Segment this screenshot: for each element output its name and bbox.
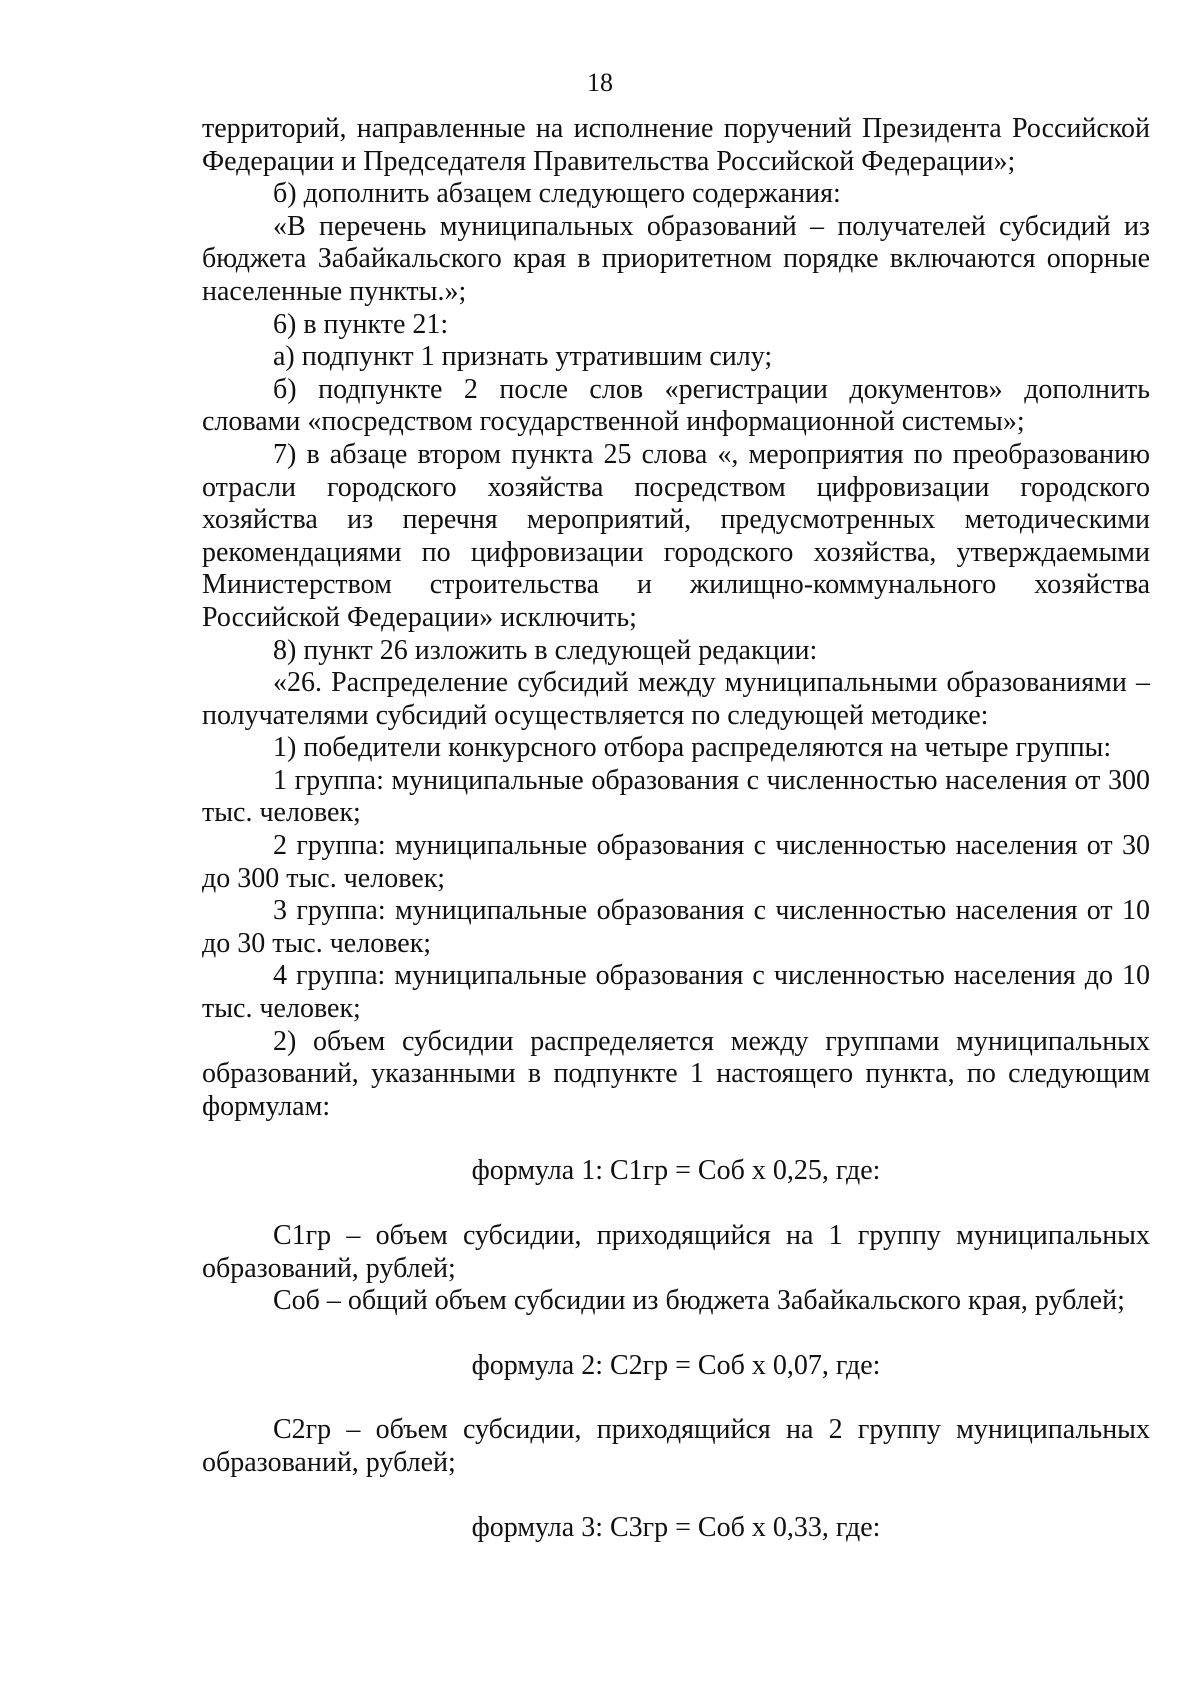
formula-2: формула 2: С2гр = Соб х 0,07, где: [471,1349,881,1381]
paragraph-item-8: 8) пункт 26 изложить в следующей редакции: [273,634,818,666]
paragraph-item-26: «26. Распределение субсидий между муниципальными образованиями – получателями субсидий осуществляется по следующей методике: [202,667,1150,731]
paragraph-c2gr-definition: С2гр – объем субсидии, приходящийся на 2 группу муниципальных образований, рублей; [202,1414,1150,1478]
paragraph-item-6: 6) в пункте 21: [273,308,449,340]
paragraph-b-add: б) дополнить абзацем следующего содержания: [273,178,841,210]
paragraph-item-a: а) подпункт 1 признать утратившим силу; [273,341,773,373]
paragraph-item-7: 7) в абзаце втором пункта 25 слова «, мероприятия по преобразованию отрасли городского хозяйства посредством цифровизации городского хозяйства из перечня мероприятий, предусмотренных методическими рекомендациями по цифровизации городского хозяйства, утверждаемыми Министерством строительства и жилищно-коммунального хозяйства Российской Федерации» исключить; [202,438,1150,633]
formula-1: формула 1: С1гр = Соб х 0,25, где: [471,1155,881,1187]
paragraph-item-b: б) подпункте 2 после слов «регистрации документов» дополнить словами «посредством государственной информационной системы»; [202,373,1150,438]
paragraph-cob-definition: Соб – общий объем субсидии из бюджета Забайкальского края, рублей; [273,1285,1125,1317]
page-number: 18 [587,68,613,97]
paragraph-quote-list: «В перечень муниципальных образований – получателей субсидий из бюджета Забайкальского края в приоритетном порядке включаются опорные населенные пункты.»; [202,210,1150,307]
paragraph-group-1: 1 группа: муниципальные образования с численностью населения от 300 тыс. человек; [202,764,1150,829]
paragraph-continuation: территорий, направленные на исполнение поручений Президента Российской Федерации и Председателя Правительства Российской Федерации»; [202,113,1150,177]
paragraph-subitem-1: 1) победители конкурсного отбора распределяются на четыре группы: [273,732,1112,764]
paragraph-group-2: 2 группа: муниципальные образования с численностью населения от 30 до 300 тыс. человек; [202,830,1150,894]
paragraph-group-3: 3 группа: муниципальные образования с численностью населения от 10 до 30 тыс. человек; [202,895,1150,959]
formula-3: формула 3: С3гр = Соб х 0,33, где: [471,1511,881,1543]
paragraph-c1gr-definition: С1гр – объем субсидии, приходящийся на 1 группу муниципальных образований, рублей; [202,1220,1150,1284]
paragraph-group-4: 4 группа: муниципальные образования с численностью населения до 10 тыс. человек; [202,960,1150,1025]
paragraph-subitem-2: 2) объем субсидии распределяется между группами муниципальных образований, указанными в подпункте 1 настоящего пункта, по следующим формулам: [202,1025,1150,1122]
document-body [202,113,1150,1544]
